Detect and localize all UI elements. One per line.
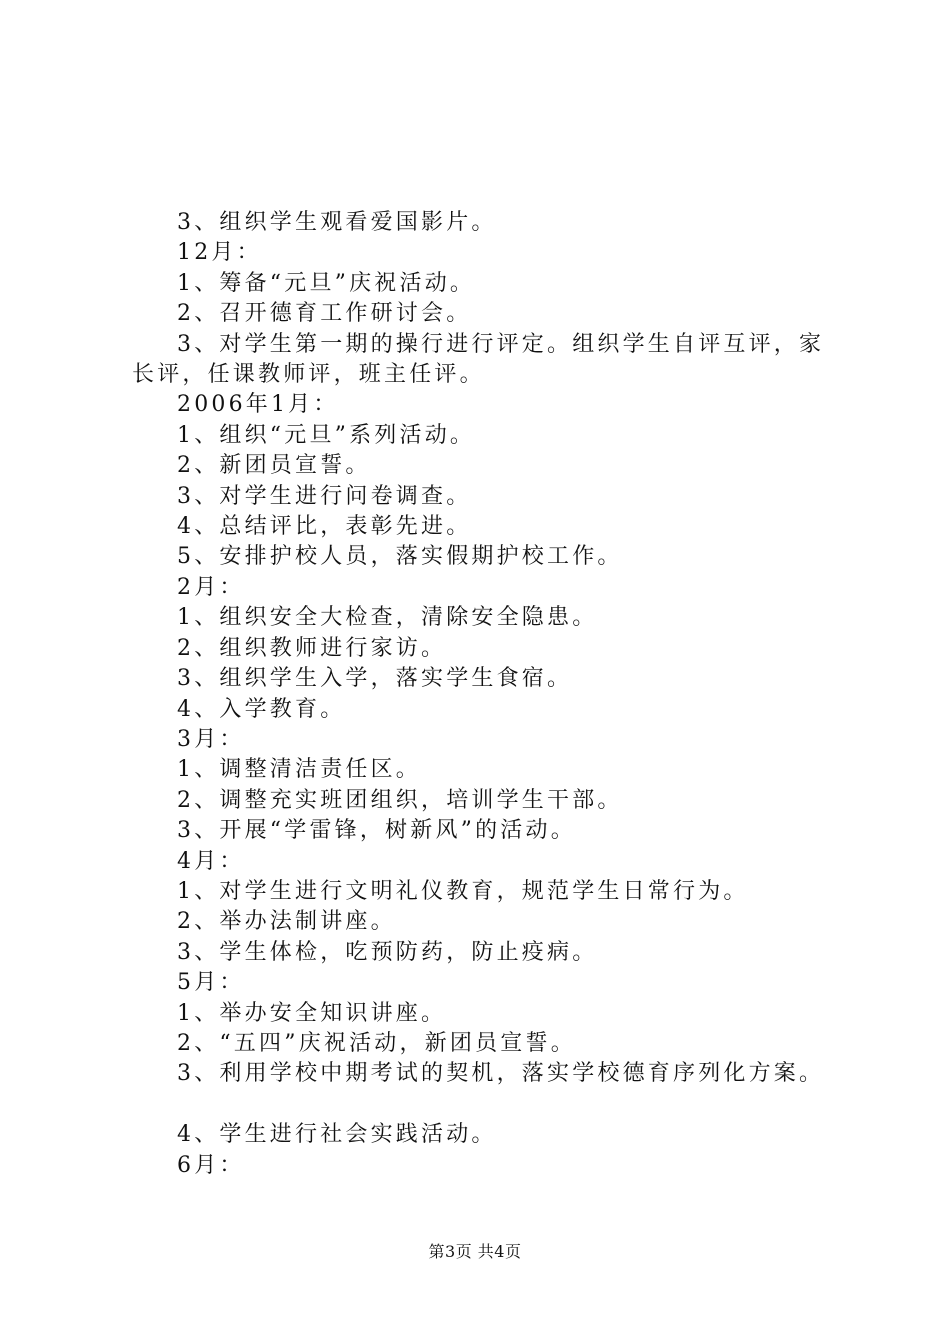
text-line: 3、组织学生观看爱国影片。: [177, 210, 497, 235]
text-line: 2、举办法制讲座。: [177, 909, 396, 935]
text-line: 1、举办安全知识讲座。: [177, 1000, 447, 1026]
text-line: 2、召开德育工作研讨会。: [177, 301, 472, 327]
page-footer: 第3页 共4页: [428, 1242, 522, 1261]
text-line: 1、对学生进行文明礼仪教育，规范学生日常行为。: [177, 878, 749, 904]
blank-line: [132, 1090, 832, 1120]
month-heading: 2月：: [177, 574, 245, 600]
month-heading: 2006年1月：: [177, 392, 339, 418]
text-line: 1、组织“元旦”系列活动。: [177, 422, 476, 448]
month-heading: 5月：: [177, 970, 245, 996]
month-heading: 4月：: [177, 848, 245, 874]
month-heading: 6月：: [177, 1152, 245, 1178]
text-line: 3、开展“学雷锋，树新风”的活动。: [177, 818, 576, 844]
text-line: 3、利用学校中期考试的契机，落实学校德育序列化方案。: [177, 1061, 825, 1087]
body-text: [132, 208, 832, 1181]
text-line: 2、“五四”庆祝活动，新团员宣誓。: [177, 1030, 576, 1056]
text-line: 4、入学教育。: [177, 696, 346, 722]
text-line-continuation: 长评，任课教师评，班主任评。: [132, 362, 485, 388]
text-line: 2、新团员宣誓。: [177, 453, 371, 479]
text-line: 4、总结评比，表彰先进。: [177, 514, 472, 540]
text-line: 3、组织学生入学，落实学生食宿。: [177, 666, 573, 692]
text-line: 4、学生进行社会实践活动。: [177, 1122, 497, 1148]
text-line: 1、组织安全大检查，清除安全隐患。: [177, 605, 598, 631]
month-heading: 12月：: [177, 240, 262, 266]
text-line: 3、对学生第一期的操行进行评定。组织学生自评互评，家: [177, 331, 825, 357]
month-heading: 3月：: [177, 726, 245, 752]
text-line: 2、调整充实班团组织，培训学生干部。: [177, 787, 623, 813]
text-line: 3、对学生进行问卷调查。: [177, 483, 472, 509]
text-line: 2、组织教师进行家访。: [177, 635, 447, 661]
text-line: 5、安排护校人员，落实假期护校工作。: [177, 544, 623, 570]
text-line: 1、筹备“元旦”庆祝活动。: [177, 270, 476, 296]
text-line: 1、调整清洁责任区。: [177, 757, 421, 783]
text-line: 3、学生体检，吃预防药，防止疫病。: [177, 939, 598, 965]
